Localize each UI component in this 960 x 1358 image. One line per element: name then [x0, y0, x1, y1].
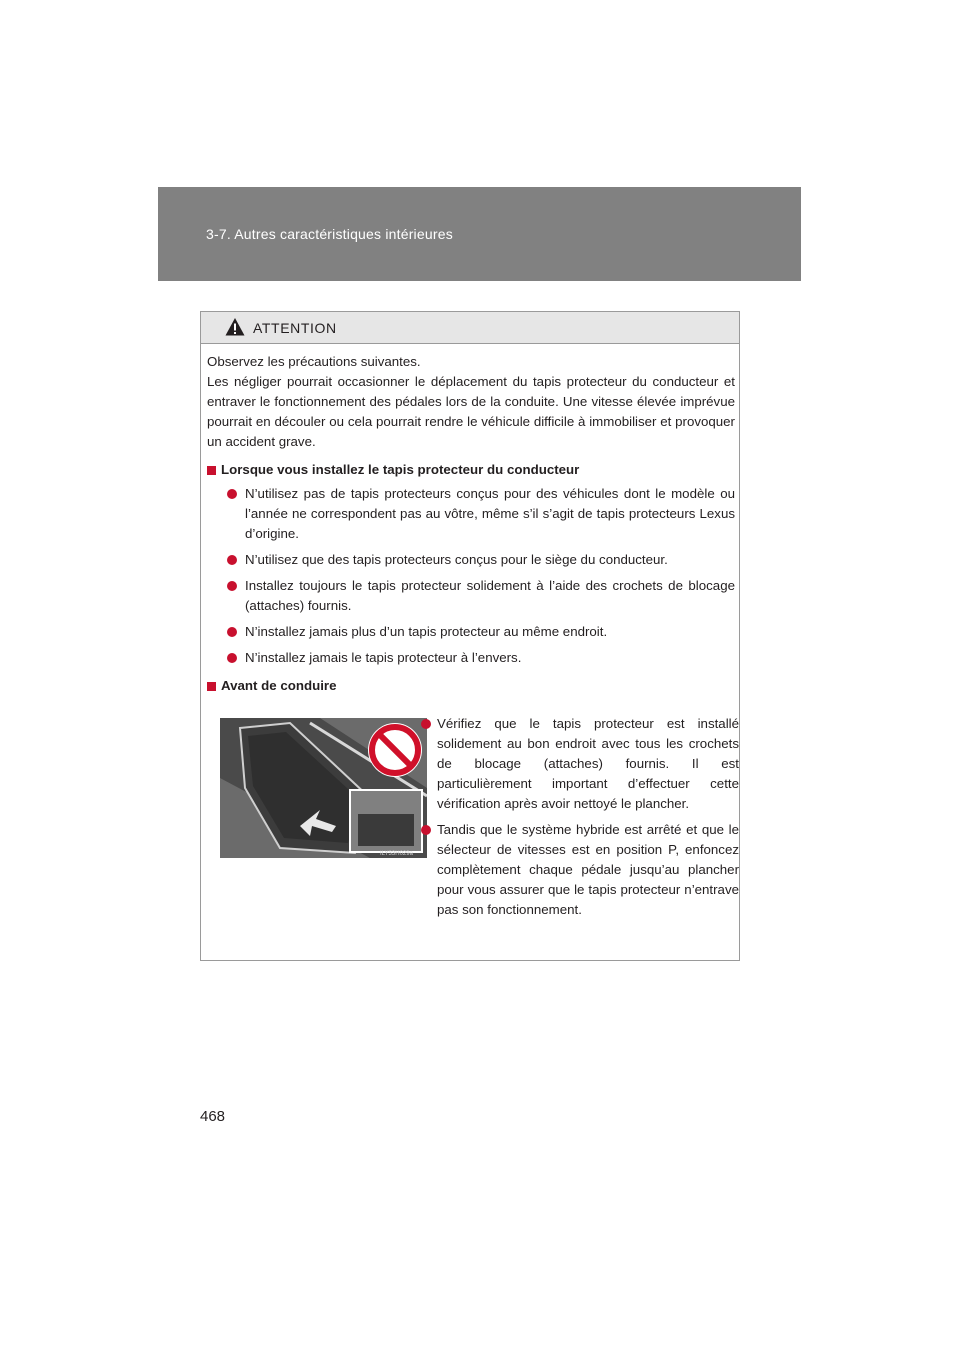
bullet-dot-icon: [227, 489, 237, 499]
installation-list: [207, 484, 735, 668]
intro-paragraph: Les négliger pourrait occasionner le déplacement du tapis protecteur du conducteur et entraver le fonctionnement des pédales lors de la conduite. Une vitesse élevée imprévue pourrait en découler ou cela pourrait rendre le véhicule difficile à immobiliser et provoquer un accident grave.: [207, 374, 735, 449]
list-item-text: Vérifiez que le tapis protecteur est installé solidement au bon endroit avec tous les crochets de blocage (attaches) fournis. Il est particulièrement important d’effectuer cette vérification après avoir nettoyé le plancher.: [437, 716, 739, 811]
bullet-dot-icon: [421, 825, 431, 835]
section-heading-text: Avant de conduire: [221, 678, 337, 693]
list-item: [221, 648, 735, 668]
page-number: 468: [200, 1108, 226, 1125]
before-driving-list: [421, 714, 739, 926]
image-code: ILY33H029a: [380, 851, 413, 857]
list-item-text: N’installez jamais plus d’un tapis protecteur au même endroit.: [245, 624, 608, 639]
intro-text: [207, 352, 735, 452]
list-item-text: N’utilisez que des tapis protecteurs conçus pour le siège du conducteur.: [245, 552, 668, 567]
list-item-text: Installez toujours le tapis protecteur solidement à l’aide des crochets de blocage (attaches) fournis.: [245, 578, 735, 613]
bullet-dot-icon: [227, 653, 237, 663]
list-item: [221, 550, 735, 570]
list-item: [221, 484, 735, 544]
floor-mat-drawing: [220, 718, 427, 858]
bullet-dot-icon: [227, 627, 237, 637]
attention-box: [200, 311, 740, 961]
floor-mat-illustration: [220, 718, 427, 858]
section-heading-text: Lorsque vous installez le tapis protecteur du conducteur: [221, 462, 580, 477]
list-item: [221, 622, 735, 642]
list-item-text: N’utilisez pas de tapis protecteurs conçus pour des véhicules dont le modèle ou l’année ne correspondent pas au vôtre, même s’il s’agit de tapis protecteurs Lexus d’origine.: [245, 486, 735, 541]
section-heading-installation: [207, 460, 735, 480]
list-item-text: N’installez jamais le tapis protecteur à l’envers.: [245, 650, 522, 665]
section-heading-before-driving: [207, 676, 735, 696]
attention-title: ATTENTION: [253, 320, 337, 336]
warning-triangle-icon: [225, 317, 245, 337]
intro-line: Observez les précautions suivantes.: [207, 354, 421, 369]
list-item: [221, 576, 735, 616]
square-bullet-icon: [207, 466, 216, 475]
list-item: [421, 714, 739, 814]
before-driving-section: [207, 706, 739, 956]
square-bullet-icon: [207, 682, 216, 691]
bullet-dot-icon: [227, 581, 237, 591]
list-item-text: Tandis que le système hybride est arrêté et que le sélecteur de vitesses est en position P, enfoncez complètement chaque pédale jusqu’au plancher pour vous assurer que le tapis protecteur n’entrave pas son fonctionnement.: [437, 822, 739, 917]
section-title: 3-7. Autres caractéristiques intérieures: [206, 226, 453, 242]
attention-header: [201, 312, 739, 344]
bullet-dot-icon: [227, 555, 237, 565]
header-band: [158, 187, 801, 281]
bullet-dot-icon: [421, 719, 431, 729]
list-item: [421, 820, 739, 920]
attention-content: [207, 352, 739, 956]
